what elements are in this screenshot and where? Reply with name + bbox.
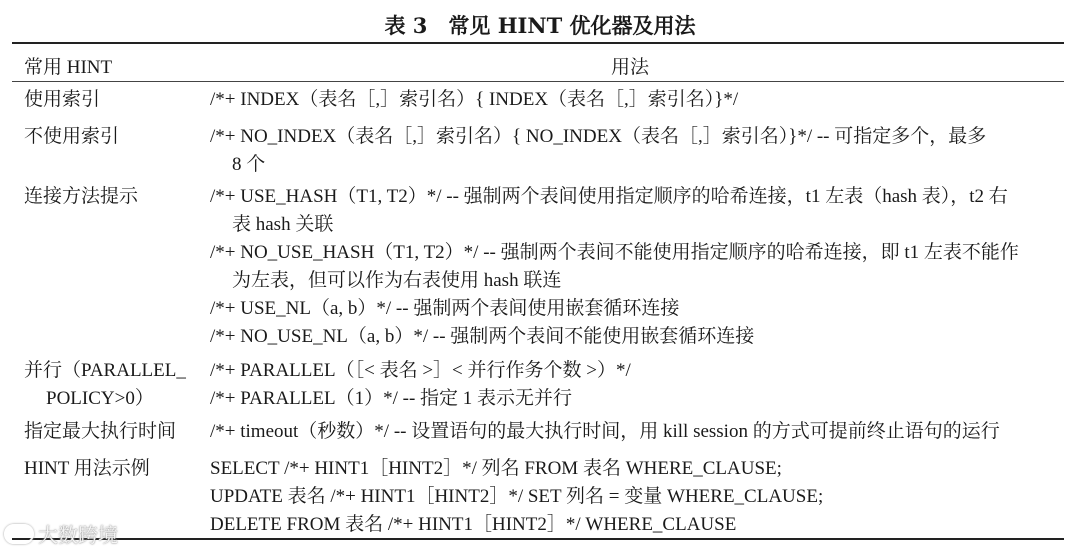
row-usage-line: DELETE FROM 表名 /*+ HINT1［HINT2］*/ WHERE_CLAUSE (210, 514, 737, 535)
row-label: 连接方法提示 (24, 186, 139, 207)
row-label: 使用索引 (24, 89, 101, 110)
row-usage-line: /*+ NO_USE_NL（a, b）*/ -- 强制两个表间不能使用嵌套循环连接 (210, 326, 755, 347)
row-usage-line: UPDATE 表名 /*+ HINT1［HINT2］*/ SET 列名 = 变量 WHERE_CLAUSE; (210, 486, 824, 507)
watermark (4, 519, 118, 548)
table-caption: 表 3 常见 HINT 优化器及用法 (384, 13, 696, 38)
row-label: 不使用索引 (24, 126, 120, 147)
row-usage-line: /*+ NO_INDEX（表名［,］索引名）{ NO_INDEX（表名［,］索引名）}*/ -- 可指定多个，最多 (210, 126, 987, 147)
row-usage-line: /*+ timeout（秒数）*/ -- 设置语句的最大执行时间，用 kill session 的方式可提前终止语句的运行 (210, 421, 1000, 442)
row-label: 并行（PARALLEL_ (24, 360, 186, 381)
row-usage-line: /*+ PARALLEL（1）*/ -- 指定 1 表示无并行 (210, 388, 573, 409)
row-usage-line: 8 个 (232, 154, 266, 175)
table-top-rule (12, 42, 1064, 44)
row-usage-line: /*+ INDEX（表名［,］索引名）{ INDEX（表名［,］索引名）}*/ (210, 89, 739, 110)
row-label: HINT 用法示例 (24, 458, 150, 479)
row-usage-line: /*+ PARALLEL（［< 表名 >］< 并行作务个数 >）*/ (210, 360, 631, 381)
row-usage-line: /*+ USE_NL（a, b）*/ -- 强制两个表间使用嵌套循环连接 (210, 298, 680, 319)
watermark-text: 大数跨境 (38, 523, 118, 547)
row-usage-line: 为左表，但可以作为右表使用 hash 联连 (232, 270, 562, 291)
row-label: 指定最大执行时间 (24, 421, 177, 442)
header-rule (12, 81, 1064, 82)
watermark-logo-icon (4, 524, 34, 544)
row-usage-line: /*+ NO_USE_HASH（T1, T2）*/ -- 强制两个表间不能使用指定顺序的哈希连接，即 t1 左表不能作 (210, 242, 1019, 263)
row-label: POLICY>0） (46, 388, 154, 409)
row-usage-line: 表 hash 关联 (232, 214, 334, 235)
row-usage-line: SELECT /*+ HINT1［HINT2］*/ 列名 FROM 表名 WHERE_CLAUSE; (210, 458, 782, 479)
table-bottom-rule (12, 538, 1064, 540)
row-usage-line: /*+ USE_HASH（T1, T2）*/ -- 强制两个表间使用指定顺序的哈希连接，t1 左表（hash 表），t2 右 (210, 186, 1008, 207)
header-usage: 用法 (610, 57, 649, 78)
header-hint: 常用 HINT (24, 57, 113, 78)
